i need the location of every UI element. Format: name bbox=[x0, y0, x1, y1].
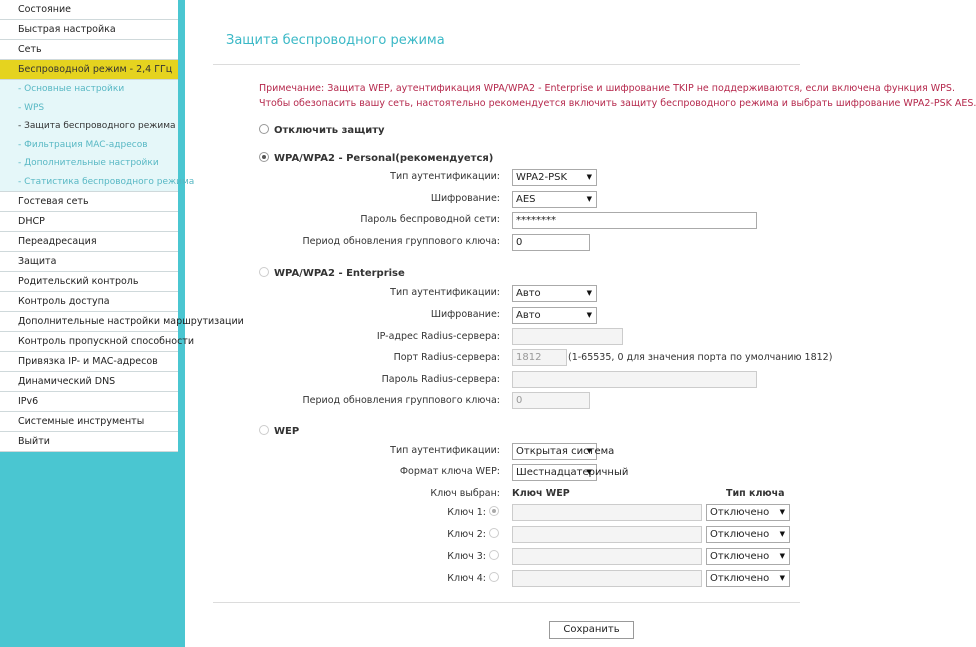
wep-key1-label: Ключ 1: bbox=[447, 507, 486, 518]
sidebar-submenu bbox=[0, 80, 195, 192]
sidebar-item-wireless-24[interactable]: Беспроводной режим - 2,4 ГГц bbox=[0, 60, 178, 80]
sidebar-item-protection[interactable]: Защита bbox=[0, 252, 178, 272]
wep-key1-type-select[interactable] bbox=[706, 504, 790, 521]
wep-key2-radio[interactable] bbox=[489, 528, 499, 538]
sidebar-item-ipv6[interactable]: IPv6 bbox=[0, 392, 178, 412]
wpa-personal-option[interactable] bbox=[259, 152, 493, 166]
sidebar-item-logout[interactable]: Выйти bbox=[0, 432, 178, 452]
sidebar-subitem-wps[interactable]: - WPS bbox=[0, 99, 178, 118]
sidebar-menu bbox=[0, 0, 244, 452]
wep-key1-input[interactable] bbox=[512, 504, 702, 521]
sidebar-item-system-tools[interactable]: Системные инструменты bbox=[0, 412, 178, 432]
wep-key3-label: Ключ 3: bbox=[447, 551, 486, 562]
note-line-2: Чтобы обезопасить вашу сеть, настоятельно рекомендуется включить защиту беспроводного режима и выбрать шифрование WPA2-PSK AES. bbox=[259, 98, 976, 109]
bottom-divider bbox=[213, 602, 800, 603]
title-divider bbox=[213, 64, 800, 65]
wep-type-column-header: Тип ключа bbox=[726, 488, 785, 499]
wep-format-value: Шестнадцатеричный bbox=[516, 467, 629, 478]
personal-enc-label: Шифрование: bbox=[430, 193, 500, 204]
enterprise-enc-label: Шифрование: bbox=[430, 309, 500, 320]
sidebar-item-bandwidth[interactable]: Контроль пропускной способности bbox=[0, 332, 178, 352]
wep-auth-select[interactable] bbox=[512, 443, 615, 460]
radius-ip-label: IP-адрес Radius-сервера: bbox=[376, 331, 500, 342]
radius-port-hint: (1-65535, 0 для значения порта по умолчанию 1812) bbox=[568, 352, 833, 363]
enterprise-enc-value: Авто bbox=[516, 310, 541, 321]
sidebar bbox=[0, 0, 244, 647]
wep-key4-type-select[interactable] bbox=[706, 570, 790, 587]
sidebar-subitem-statistics[interactable]: - Статистика беспроводного режима bbox=[0, 173, 178, 192]
wep-key3-radio[interactable] bbox=[489, 550, 499, 560]
personal-auth-label: Тип аутентификации: bbox=[390, 171, 500, 182]
wep-key1-radio[interactable] bbox=[489, 506, 499, 516]
wep-key1-type-value: Отключено bbox=[710, 507, 770, 518]
enterprise-enc-select[interactable] bbox=[512, 307, 597, 324]
wep-key2-input[interactable] bbox=[512, 526, 702, 543]
sidebar-item-dhcp[interactable]: DHCP bbox=[0, 212, 178, 232]
disable-security-option[interactable] bbox=[259, 124, 385, 138]
page-title: Защита беспроводного режима bbox=[226, 33, 445, 48]
personal-period-input[interactable]: 0 bbox=[512, 234, 590, 251]
wpa-personal-label: WPA/WPA2 - Personal(рекомендуется) bbox=[274, 153, 494, 164]
enterprise-auth-value: Авто bbox=[516, 288, 541, 299]
wpa-personal-radio[interactable] bbox=[259, 152, 269, 162]
enterprise-auth-label: Тип аутентификации: bbox=[390, 287, 500, 298]
wpa-enterprise-option[interactable] bbox=[259, 267, 405, 281]
wep-key2-type-value: Отключено bbox=[710, 529, 770, 540]
save-button[interactable]: Сохранить bbox=[549, 621, 634, 639]
radius-pwd-input[interactable] bbox=[512, 371, 757, 388]
sidebar-item-ip-mac-binding[interactable]: Привязка IP- и MAC-адресов bbox=[0, 352, 178, 372]
sidebar-subitem-mac-filter[interactable]: - Фильтрация MAC-адресов bbox=[0, 136, 178, 155]
wep-key4-input[interactable] bbox=[512, 570, 702, 587]
wep-key3-input[interactable] bbox=[512, 548, 702, 565]
disable-security-radio[interactable] bbox=[259, 124, 269, 134]
wep-selected-label: Ключ выбран: bbox=[430, 488, 500, 499]
wep-key4-label: Ключ 4: bbox=[447, 573, 486, 584]
sidebar-item-forwarding[interactable]: Переадресация bbox=[0, 232, 178, 252]
wep-format-label: Формат ключа WEP: bbox=[399, 466, 500, 477]
sidebar-subitem-security[interactable]: - Защита беспроводного режима bbox=[0, 117, 178, 136]
radius-port-label: Порт Radius-сервера: bbox=[393, 352, 500, 363]
wpa-enterprise-label: WPA/WPA2 - Enterprise bbox=[274, 268, 405, 279]
sidebar-item-guest[interactable]: Гостевая сеть bbox=[0, 192, 178, 212]
wep-radio[interactable] bbox=[259, 425, 269, 435]
radius-port-input[interactable]: 1812 bbox=[512, 349, 567, 366]
enterprise-auth-select[interactable] bbox=[512, 285, 597, 302]
sidebar-item-ddns[interactable]: Динамический DNS bbox=[0, 372, 178, 392]
sidebar-item-status[interactable]: Состояние bbox=[0, 0, 178, 20]
sidebar-item-parental[interactable]: Родительский контроль bbox=[0, 272, 178, 292]
wep-key4-radio[interactable] bbox=[489, 572, 499, 582]
enterprise-period-input[interactable]: 0 bbox=[512, 392, 590, 409]
personal-pwd-label: Пароль беспроводной сети: bbox=[360, 214, 500, 225]
sidebar-item-access-control[interactable]: Контроль доступа bbox=[0, 292, 178, 312]
wep-option[interactable] bbox=[259, 425, 299, 439]
sidebar-subitem-advanced[interactable]: - Дополнительные настройки bbox=[0, 154, 178, 173]
sidebar-item-network[interactable]: Сеть bbox=[0, 40, 178, 60]
wep-auth-value: Открытая система bbox=[516, 446, 615, 457]
radius-pwd-label: Пароль Radius-сервера: bbox=[381, 374, 500, 385]
sidebar-subitem-basic[interactable]: - Основные настройки bbox=[0, 80, 178, 99]
wep-label: WEP bbox=[274, 426, 300, 437]
wep-key3-type-select[interactable] bbox=[706, 548, 790, 565]
disable-security-label: Отключить защиту bbox=[274, 125, 385, 136]
wep-key4-type-value: Отключено bbox=[710, 573, 770, 584]
wep-key-column-header: Ключ WEP bbox=[512, 488, 570, 499]
enterprise-period-label: Период обновления группового ключа: bbox=[302, 395, 500, 406]
wep-format-select[interactable] bbox=[512, 464, 629, 481]
radius-ip-input[interactable] bbox=[512, 328, 623, 345]
personal-enc-value: AES bbox=[516, 194, 536, 205]
wep-key3-type-value: Отключено bbox=[710, 551, 770, 562]
personal-auth-value: WPA2-PSK bbox=[516, 172, 568, 183]
personal-pwd-input[interactable]: ******** bbox=[512, 212, 757, 229]
personal-auth-select[interactable] bbox=[512, 169, 597, 186]
wep-key2-label: Ключ 2: bbox=[447, 529, 486, 540]
sidebar-item-quick-setup[interactable]: Быстрая настройка bbox=[0, 20, 178, 40]
main-panel bbox=[186, 0, 976, 647]
personal-enc-select[interactable] bbox=[512, 191, 597, 208]
sidebar-item-routing[interactable]: Дополнительные настройки маршрутизации bbox=[0, 312, 178, 332]
wpa-enterprise-radio[interactable] bbox=[259, 267, 269, 277]
note-line-1: Примечание: Защита WEP, аутентификация WPA/WPA2 - Enterprise и шифрование TKIP не поддерживаются, если включена функция WPS. bbox=[259, 83, 955, 94]
wep-key2-type-select[interactable] bbox=[706, 526, 790, 543]
personal-period-label: Период обновления группового ключа: bbox=[302, 236, 500, 247]
wep-auth-label: Тип аутентификации: bbox=[390, 445, 500, 456]
